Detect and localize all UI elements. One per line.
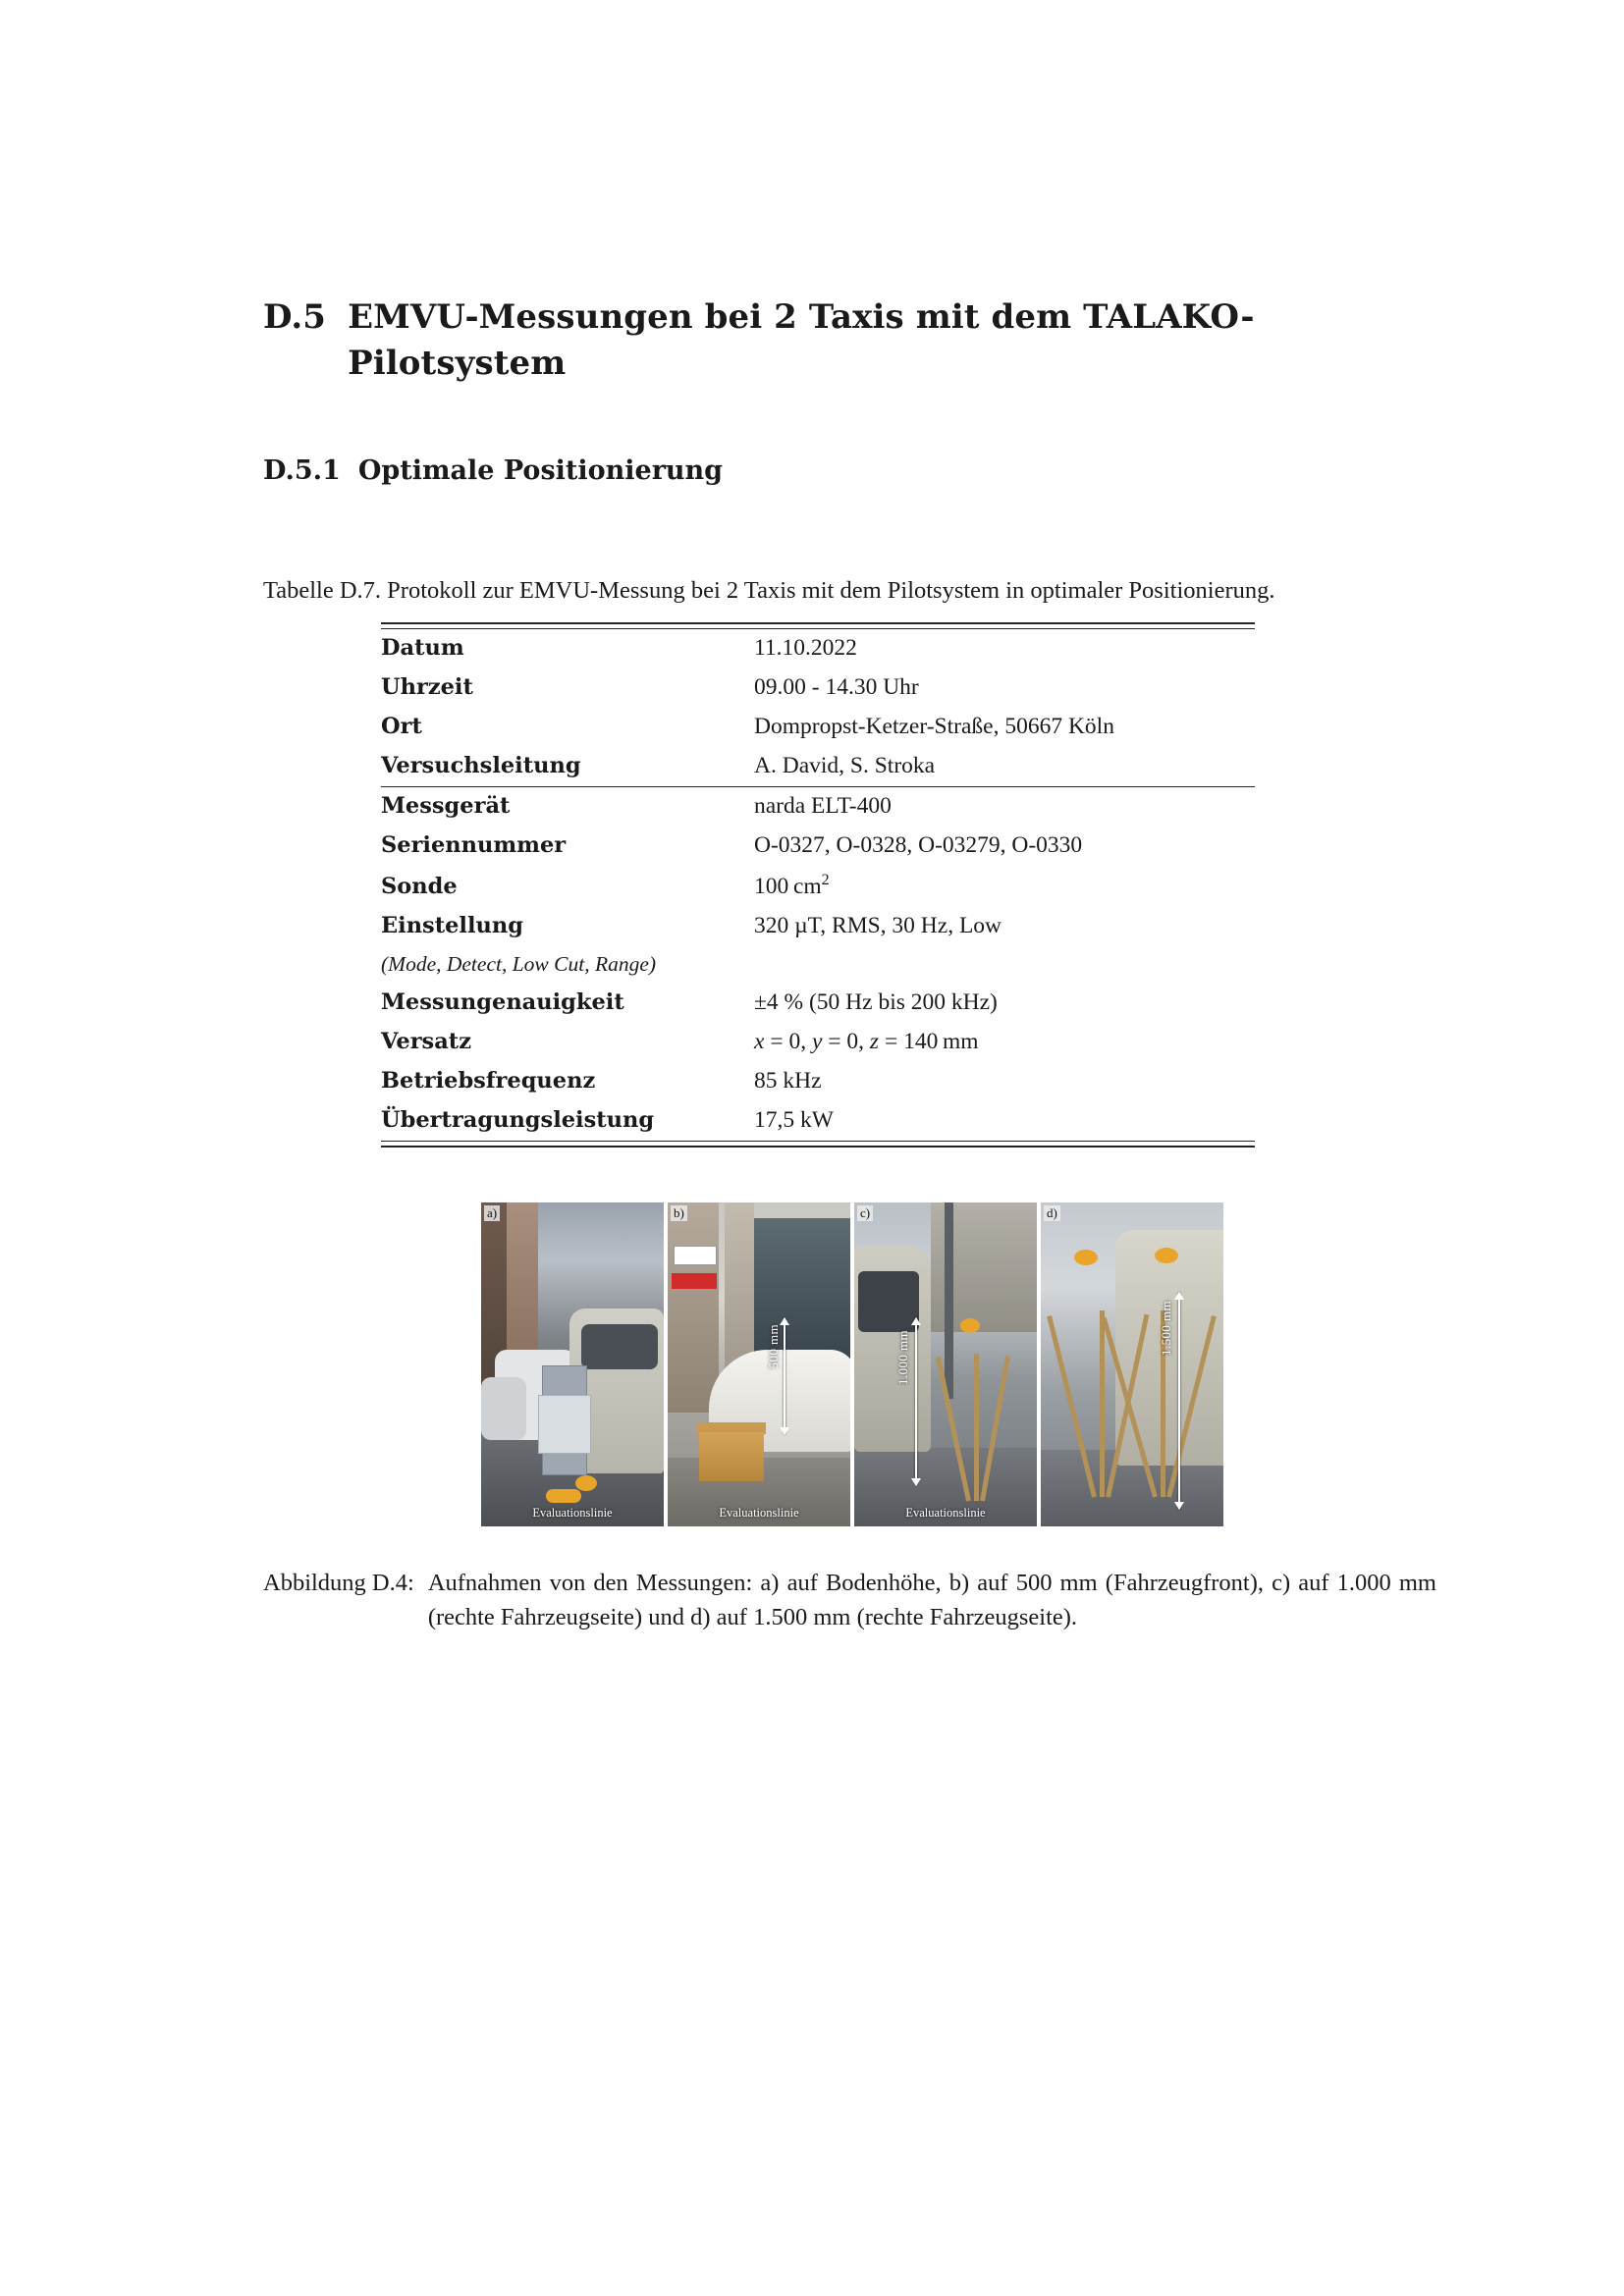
table-row <box>381 1023 1255 1062</box>
photo-c-tripod <box>927 1354 1025 1501</box>
row-value: Dompropst-Ketzer-Straße, 50667 Köln <box>754 714 1114 740</box>
row-key: Ort <box>381 714 422 740</box>
photo-a-suv-window <box>581 1324 658 1369</box>
photo-d-probe-sphere-left <box>1074 1250 1098 1265</box>
photo-a-evaluation-line-label: Evaluationslinie <box>532 1505 613 1520</box>
row-value: 17,5 kW <box>754 1107 834 1134</box>
photo-d-dimension-arrow <box>1178 1293 1180 1509</box>
photo-b-label: b) <box>671 1205 687 1221</box>
protocol-table-wrapper <box>263 622 1436 1148</box>
photo-c-evaluation-line-label: Evaluationslinie <box>905 1505 986 1520</box>
row-value-versatz: x = 0, y = 0, z = 140 mm <box>754 1029 979 1055</box>
photo-c-dimension-label: 1.000 mm <box>895 1329 910 1385</box>
row-key: Versuchsleitung <box>381 753 581 779</box>
photo-c-tripod-leg <box>974 1354 979 1501</box>
photo-a-label: a) <box>484 1205 500 1221</box>
row-value <box>754 946 1255 984</box>
photo-d-label: d) <box>1044 1205 1060 1221</box>
table-row <box>381 946 1255 984</box>
photo-a-car-white-2 <box>481 1377 526 1440</box>
photo-b-box <box>699 1432 764 1481</box>
figure-caption-label: Abbildung D.4: <box>263 1569 414 1596</box>
table-bottom-rule <box>381 1141 1255 1148</box>
row-value: 09.00 - 14.30 Uhr <box>754 674 919 701</box>
table-row <box>381 747 1255 786</box>
table-row <box>381 708 1255 747</box>
row-value: 11.10.2022 <box>754 635 857 662</box>
table-row <box>381 866 1255 907</box>
section-title: EMVU-Messungen bei 2 Taxis mit dem TALAKO-Pilotsystem <box>348 297 1255 383</box>
photo-a-probe-sphere <box>575 1475 597 1491</box>
section-heading <box>263 294 1441 387</box>
row-key: Übertragungsleistung <box>381 1107 655 1134</box>
row-key: Sonde <box>381 874 458 900</box>
photo-c-tripod-leg <box>980 1355 1010 1501</box>
table-row <box>381 1062 1255 1101</box>
row-value: 85 kHz <box>754 1068 822 1095</box>
photo-d-tripod-leg <box>1100 1310 1105 1497</box>
photo-c-label: c) <box>857 1205 873 1221</box>
subsection-heading <box>263 454 1441 488</box>
row-key: Messungenauigkeit <box>381 989 624 1016</box>
photo-c-probe-sphere <box>960 1318 980 1333</box>
table-row <box>381 984 1255 1023</box>
photo-c <box>854 1202 1037 1526</box>
photo-d-probe-sphere-right <box>1155 1248 1178 1263</box>
photo-c-dimension-arrow <box>915 1318 917 1485</box>
row-value: ±4 % (50 Hz bis 200 kHz) <box>754 989 998 1016</box>
figure-caption <box>263 1566 1436 1635</box>
photo-b-dimension-arrow <box>784 1318 785 1434</box>
photo-d-dimension-label: 1.500 mm <box>1159 1300 1173 1356</box>
protocol-table-2 <box>381 787 1255 1141</box>
subsection-number: D.5.1 <box>263 454 341 486</box>
protocol-table <box>381 629 1255 786</box>
row-value: narda ELT-400 <box>754 793 892 820</box>
row-value: A. David, S. Stroka <box>754 753 936 779</box>
section-number: D.5 <box>263 297 327 337</box>
photo-b-sign-red <box>672 1273 717 1289</box>
row-key: Seriennummer <box>381 832 567 859</box>
row-key: Uhrzeit <box>381 674 473 701</box>
photo-b-dimension-label: 500 mm <box>766 1323 781 1368</box>
table-row <box>381 907 1255 946</box>
photo-b-evaluation-line-label: Evaluationslinie <box>719 1505 799 1520</box>
table-row <box>381 629 1255 668</box>
row-value: O-0327, O-0328, O-03279, O-0330 <box>754 832 1083 859</box>
row-key: Datum <box>381 635 464 662</box>
row-key-note: (Mode, Detect, Low Cut, Range) <box>381 952 657 977</box>
table-row <box>381 787 1255 827</box>
photo-c-car-window <box>858 1271 919 1332</box>
row-key: Versatz <box>381 1029 471 1055</box>
photo-c-tripod-leg <box>936 1356 971 1501</box>
table-caption: Tabelle D.7. Protokoll zur EMVU-Messung bei 2 Taxis mit dem Pilotsystem in optimaler Positionierung. <box>263 576 1275 604</box>
figure-caption-text: Aufnahmen von den Messungen: a) auf Bodenhöhe, b) auf 500 mm (Fahrzeugfront), c) auf 1.000 mm (rechte Fahrzeugseite) und d) auf 1.500 mm (rechte Fahrzeugseite). <box>427 1569 1436 1631</box>
row-key: Einstellung <box>381 913 523 939</box>
table-row <box>381 1101 1255 1141</box>
table-top-rule <box>381 622 1255 629</box>
photo-a-instrument-case <box>538 1395 591 1454</box>
figure-images <box>263 1202 1441 1526</box>
page-content <box>263 294 1441 1635</box>
photo-a-probe-body <box>546 1489 581 1503</box>
table-row <box>381 827 1255 866</box>
row-value-sonde: 100 $cm^2$ <box>754 872 830 900</box>
row-key: Messgerät <box>381 793 511 820</box>
photo-b-sign-white <box>674 1246 717 1265</box>
photo-d <box>1041 1202 1223 1526</box>
table-row <box>381 668 1255 708</box>
photo-d-tripod-right <box>1135 1310 1219 1497</box>
row-key: Betriebsfrequenz <box>381 1068 596 1095</box>
row-value: 320 µT, RMS, 30 Hz, Low <box>754 913 1002 939</box>
photo-b <box>668 1202 850 1526</box>
photo-a <box>481 1202 664 1526</box>
photo-b-wall <box>668 1202 719 1413</box>
subsection-title: Optimale Positionierung <box>357 454 724 486</box>
